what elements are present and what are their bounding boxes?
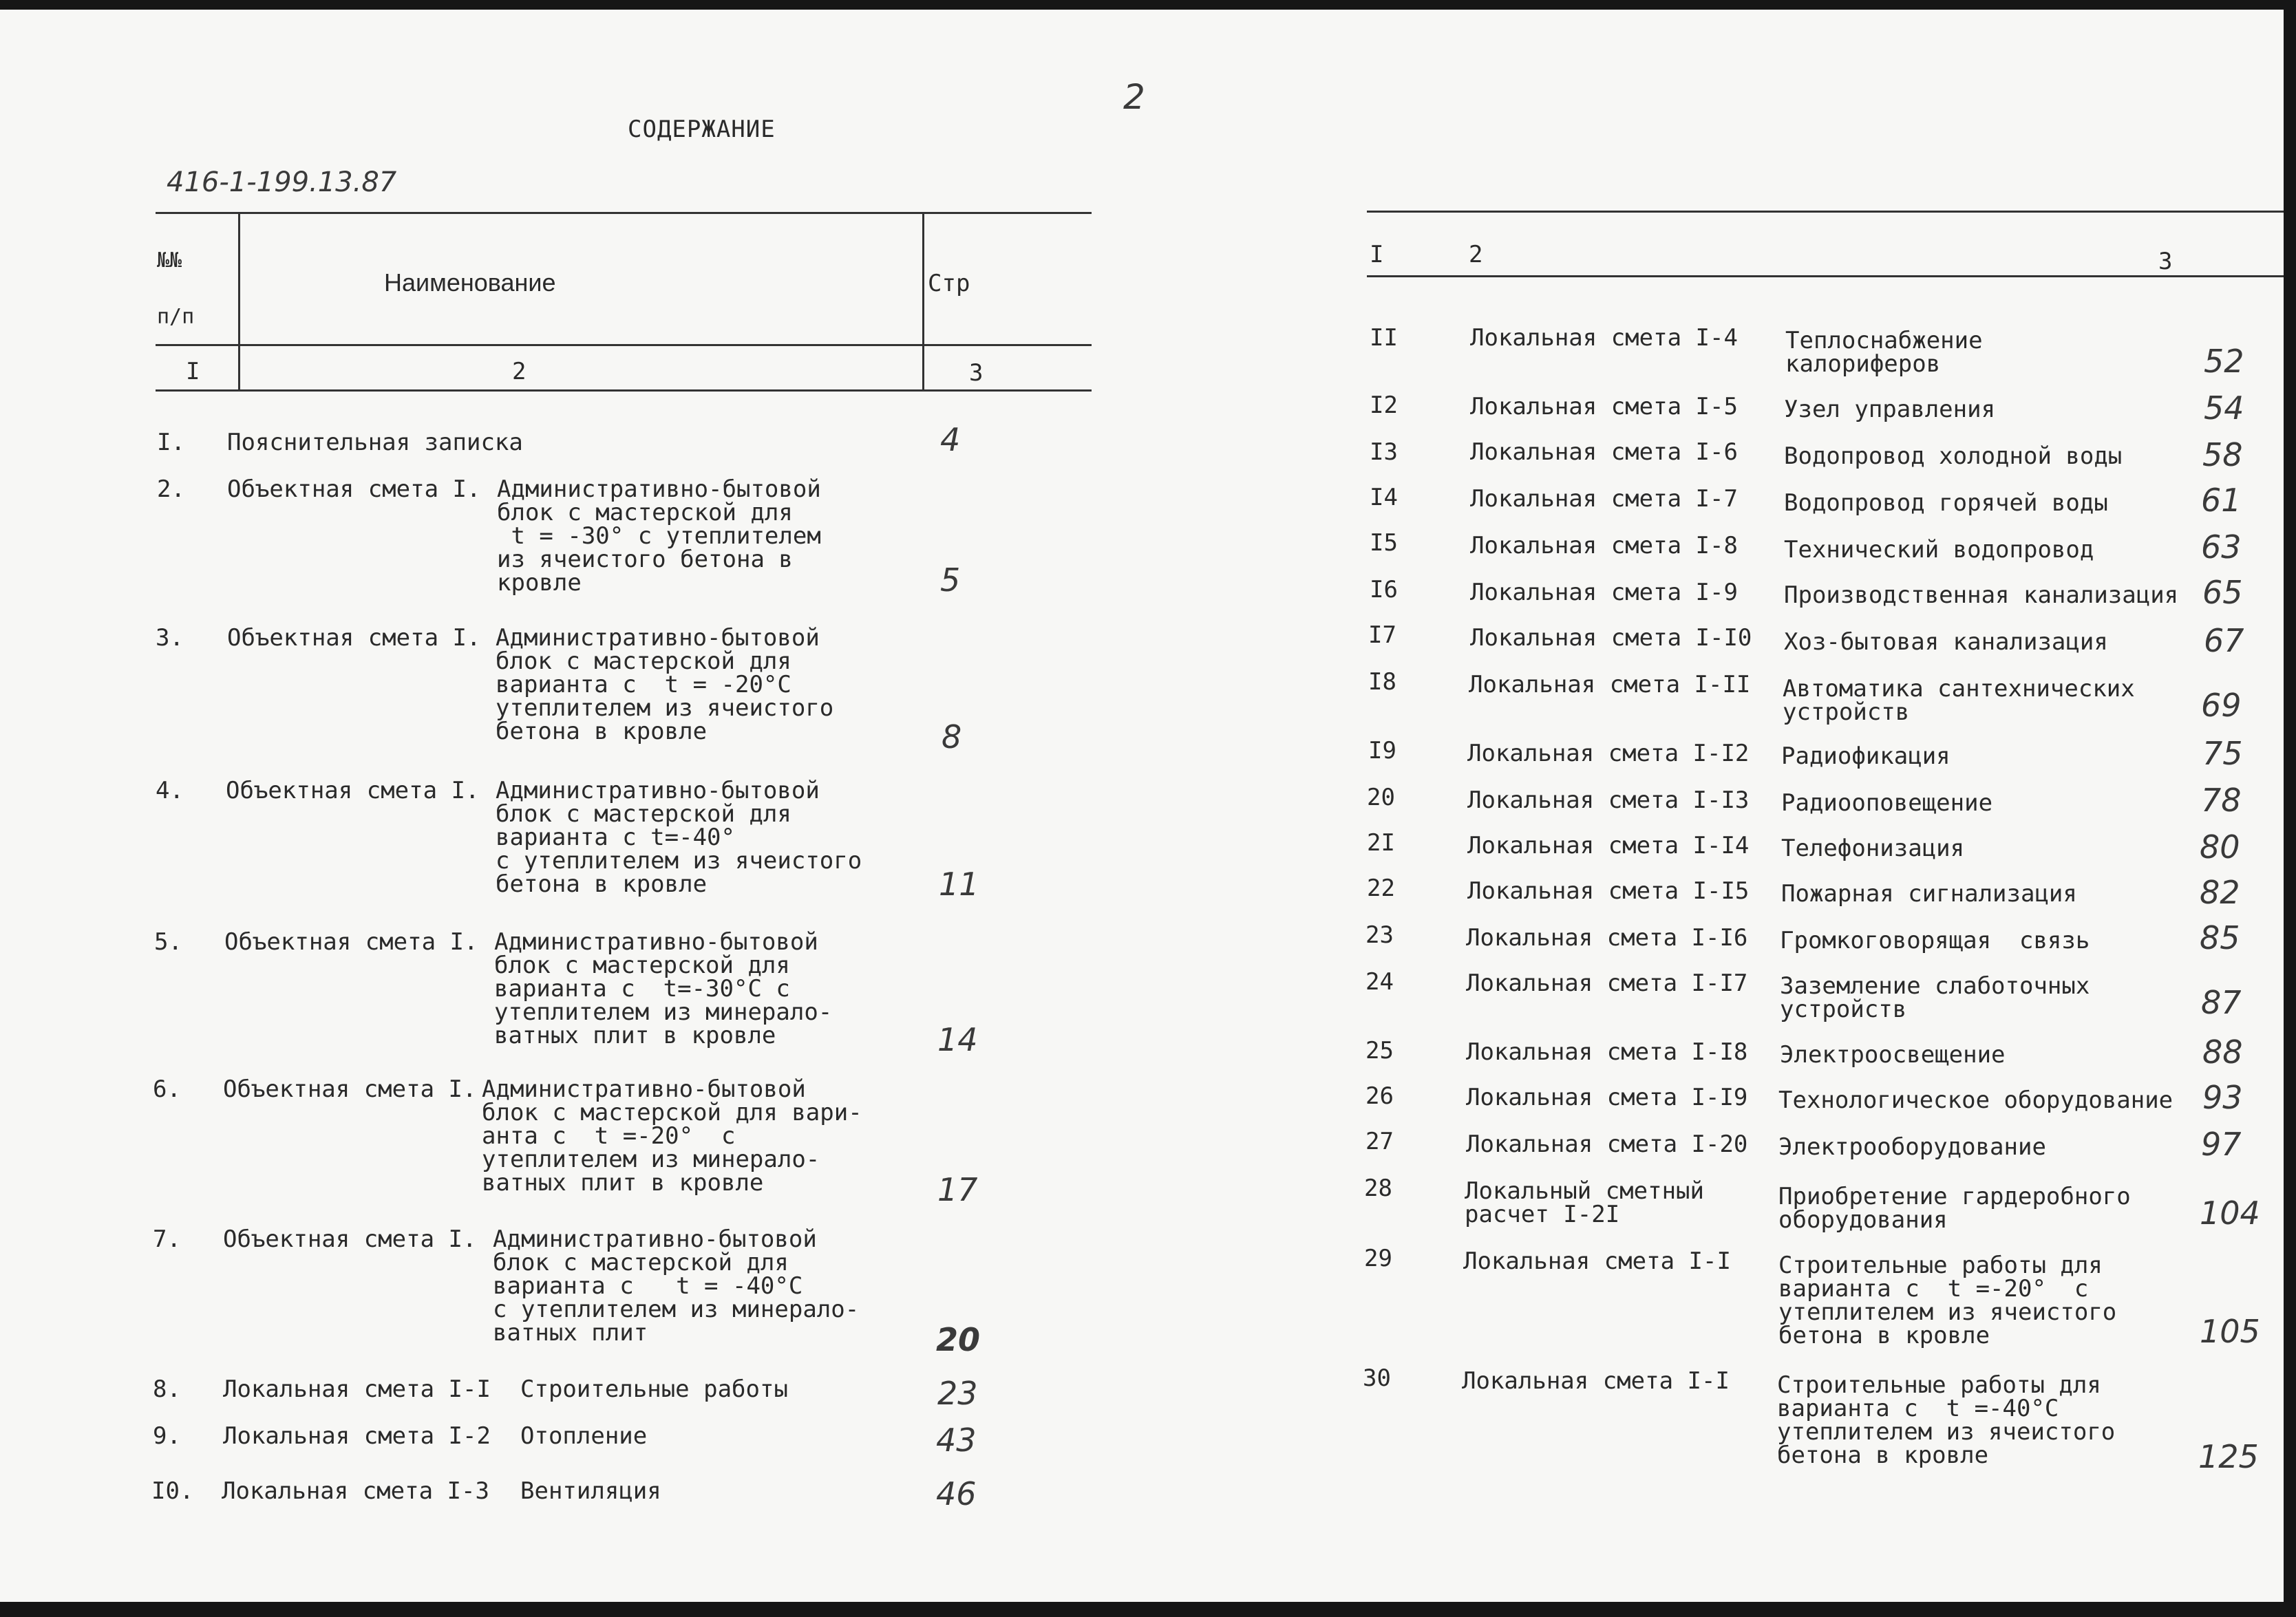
row-num: I2 (1370, 392, 1398, 419)
col-number-2: 2 (1469, 241, 1483, 268)
row-doc: Локальная смета I-9 (1470, 579, 1738, 606)
row-num: I0. (151, 1477, 194, 1505)
row-desc: Вентиляция (520, 1477, 661, 1505)
row-num: 5. (154, 928, 182, 956)
row-desc: Отопление (520, 1422, 648, 1450)
row-desc: Пожарная сигнализация (1781, 880, 2077, 908)
col-number-3: 3 (969, 359, 984, 387)
row-desc: Заземление слаботочных устройств (1780, 972, 2090, 1023)
row-doc: Локальная смета I-7 (1470, 485, 1738, 513)
row-doc: Локальная смета I-I (1463, 1247, 1731, 1275)
row-page: 8 (942, 718, 962, 756)
row-num: 8. (153, 1375, 181, 1403)
scan-border-right (2284, 0, 2296, 1617)
row-desc: Административно-бытовой блок с мастерской для варианта с t=-30°С с утеплителем из минерало- ватных плит в кровле (494, 928, 833, 1049)
row-doc: Локальная смета I-I4 (1467, 832, 1750, 859)
row-num: 28 (1364, 1175, 1392, 1202)
row-page: 97 (2201, 1126, 2242, 1163)
row-doc: Локальная смета I-I0 (1470, 624, 1752, 652)
row-num: 2I (1367, 829, 1395, 857)
row-num: I8 (1368, 668, 1396, 696)
row-page: 11 (939, 866, 979, 903)
row-num: 25 (1365, 1037, 1394, 1064)
row-page: 85 (2200, 919, 2240, 956)
row-page: 93 (2202, 1079, 2243, 1116)
row-desc: Административно-бытовой блок с мастерской для варианта с t=-40° с утеплителем из ячеистого бетона в кровле (496, 777, 862, 898)
page-title: СОДЕРЖАНИЕ (628, 116, 776, 143)
document-number: 416-1-199.13.87 (167, 167, 397, 198)
row-desc: Административно-бытовой блок с мастерской для варианта с t = -40°С с утеплителем из минерало- ватных плит (493, 1225, 860, 1347)
row-desc: Производственная канализация (1784, 581, 2179, 609)
row-page: 20 (936, 1321, 981, 1358)
row-page: 61 (2201, 482, 2242, 519)
row-desc: Автоматика сантехнических устройств (1783, 675, 2135, 726)
row-page: 69 (2201, 687, 2242, 724)
row-doc: Локальная смета I-I7 (1466, 970, 1748, 997)
row-desc: Громкоговорящая связь (1780, 927, 2090, 954)
row-doc: Объектная смета I. (227, 475, 481, 503)
col-number-3: 3 (2158, 248, 2173, 275)
row-desc: Приобретение гардеробного оборудования (1778, 1183, 2131, 1234)
row-desc: Административно-бытовой блок с мастерской для варианта с t = -20°С утеплителем из ячеистого бетона в кровле (496, 624, 834, 745)
row-doc: Локальная смета I-I6 (1466, 924, 1748, 952)
row-page: 58 (2202, 436, 2243, 473)
row-desc: Водопровод горячей воды (1784, 489, 2108, 517)
row-page: 80 (2200, 828, 2240, 866)
row-page: 54 (2204, 389, 2244, 427)
row-page: 52 (2204, 343, 2244, 380)
row-num: 3. (156, 624, 184, 652)
row-num: I9 (1368, 737, 1396, 764)
row-num: 30 (1363, 1364, 1391, 1392)
scan-border-top (0, 0, 2296, 10)
row-doc: Локальная смета I-II (1469, 671, 1751, 698)
row-page: 65 (2202, 574, 2243, 611)
row-page: 105 (2200, 1313, 2260, 1350)
row-doc: Локальный сметный расчет I-2I (1465, 1177, 1704, 1228)
row-num: I4 (1370, 484, 1398, 511)
col-number-1: I (1370, 241, 1384, 268)
row-doc: Локальная смета I-2 (223, 1422, 491, 1450)
header-page: Стр (928, 270, 970, 297)
col-number-1: I (186, 358, 200, 385)
row-doc: Локальная смета I-6 (1470, 438, 1738, 466)
row-desc: Телефонизация (1781, 835, 1965, 862)
row-num: 29 (1364, 1245, 1392, 1272)
row-desc: Технический водопровод (1784, 536, 2094, 564)
row-doc: Объектная смета I. (223, 1225, 477, 1253)
row-num: 7. (153, 1225, 181, 1253)
header-name: Наименование (384, 268, 556, 297)
row-desc: Радиофикация (1781, 742, 1950, 770)
row-num: I5 (1370, 529, 1398, 557)
row-doc: Локальная смета I-20 (1466, 1131, 1748, 1158)
row-doc: Пояснительная записка (227, 429, 523, 456)
row-num: 22 (1367, 875, 1395, 902)
row-page: 63 (2201, 528, 2242, 566)
row-doc: Локальная смета I-4 (1470, 324, 1738, 352)
row-desc: Технологическое оборудование (1778, 1086, 2173, 1114)
row-num: 20 (1367, 784, 1395, 811)
row-page: 17 (937, 1171, 978, 1208)
row-page: 4 (940, 421, 961, 458)
col-number-2: 2 (512, 358, 527, 385)
row-doc: Объектная смета I. (224, 928, 478, 956)
row-desc: Строительные работы для варианта с t =-20° с утеплителем из ячеистого бетона в кровле (1778, 1252, 2117, 1349)
row-desc: Узел управления (1784, 396, 1996, 423)
page-number: 2 (1123, 77, 1145, 117)
row-page: 43 (936, 1422, 977, 1459)
row-num: 4. (156, 777, 184, 804)
row-desc: Строительные работы (520, 1375, 788, 1403)
row-desc: Административно-бытовой блок с мастерской для t = -30° с утеплителем из ячеистого бетона в кровле (497, 475, 821, 597)
row-num: I6 (1370, 576, 1398, 603)
row-page: 87 (2201, 984, 2242, 1021)
row-page: 78 (2201, 782, 2242, 819)
row-num: I. (157, 429, 185, 456)
row-num: I7 (1368, 621, 1396, 649)
row-page: 67 (2204, 622, 2244, 659)
row-doc: Локальная смета I-I (1462, 1367, 1730, 1395)
row-doc: Объектная смета I. (223, 1075, 477, 1103)
row-num: 27 (1365, 1128, 1394, 1155)
row-num: 26 (1365, 1082, 1394, 1110)
row-doc: Объектная смета I. (227, 624, 481, 652)
row-doc: Локальная смета I-I3 (1467, 786, 1750, 814)
row-desc: Административно-бытовой блок с мастерской для вари- анта с t =-20° с утеплителем из минерало- ватных плит в кровле (482, 1075, 862, 1197)
row-page: 88 (2202, 1034, 2243, 1071)
row-num: 24 (1365, 968, 1394, 996)
row-page: 82 (2200, 874, 2240, 911)
row-desc: Радиооповещение (1781, 789, 1993, 817)
scan-border-bottom (0, 1602, 2296, 1617)
row-desc: Электрооборудование (1778, 1133, 2046, 1161)
row-page: 5 (940, 561, 961, 599)
row-page: 125 (2198, 1438, 2259, 1475)
row-desc: Электроосвещение (1780, 1041, 2006, 1069)
row-page: 75 (2202, 735, 2243, 772)
row-doc: Локальная смета I-5 (1470, 393, 1738, 420)
row-doc: Объектная смета I. (226, 777, 480, 804)
row-page: 46 (936, 1475, 977, 1512)
row-doc: Локальная смета I-3 (222, 1477, 489, 1505)
row-num: I3 (1370, 438, 1398, 466)
row-desc: Водопровод холодной воды (1784, 442, 2123, 470)
header-num: №№ п/п (157, 248, 195, 329)
row-doc: Локальная смета I-I5 (1467, 877, 1750, 905)
row-page: 23 (937, 1375, 978, 1412)
row-num: 23 (1365, 921, 1394, 949)
row-page: 14 (937, 1021, 978, 1058)
row-desc: Хоз-бытовая канализация (1784, 628, 2108, 656)
row-num: II (1370, 324, 1398, 352)
row-desc: Теплоснабжение калориферов (1785, 327, 1983, 378)
row-num: 9. (153, 1422, 181, 1450)
row-doc: Локальная смета I-I8 (1466, 1038, 1748, 1066)
row-num: 6. (153, 1075, 181, 1103)
row-num: 2. (157, 475, 185, 503)
row-desc: Строительные работы для варианта с t =-40°С утеплителем из ячеистого бетона в кровле (1777, 1371, 2116, 1469)
row-doc: Локальная смета I-I2 (1467, 740, 1750, 767)
row-doc: Локальная смета I-8 (1470, 532, 1738, 559)
row-page: 104 (2200, 1195, 2260, 1232)
row-doc: Локальная смета I-I (223, 1375, 491, 1403)
row-doc: Локальная смета I-I9 (1466, 1084, 1748, 1111)
